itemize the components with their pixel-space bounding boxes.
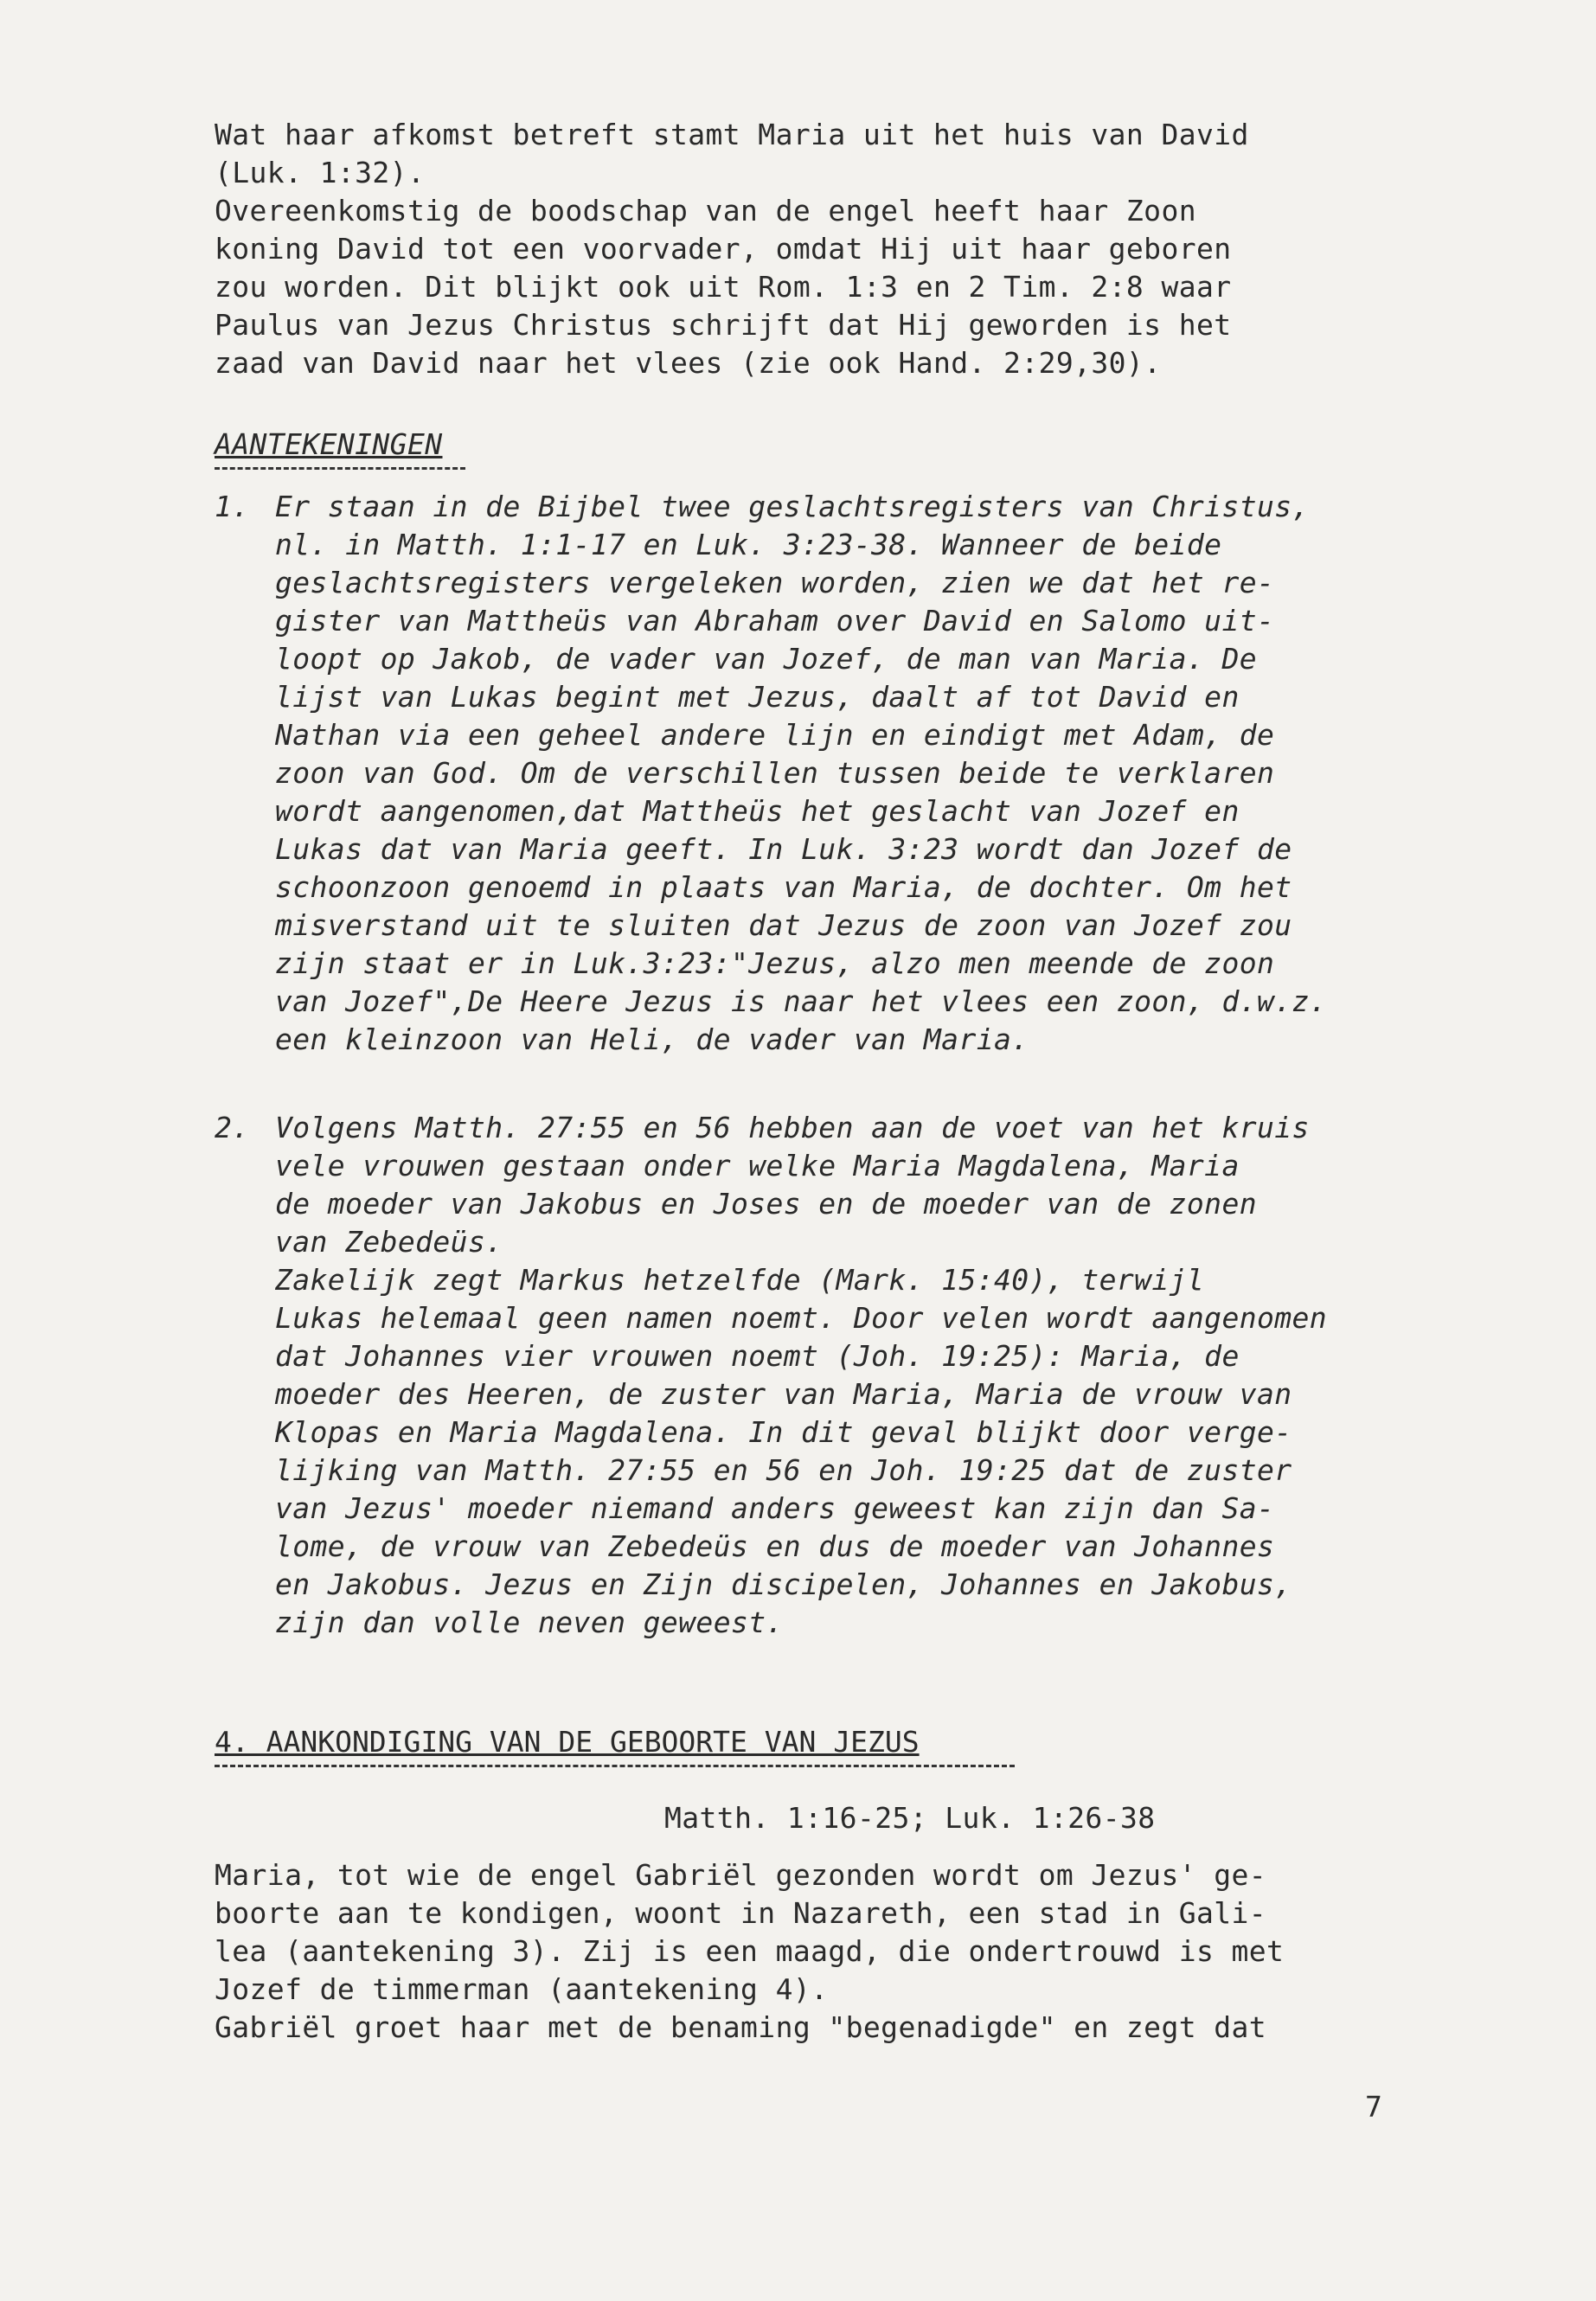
note-line: Zakelijk zegt Markus hetzelfde (Mark. 15:40), terwijl [275, 1263, 1205, 1297]
scripture-reference: Matth. 1:16-25; Luk. 1:26-38 [664, 1801, 1156, 1835]
section-heading-underline [215, 1765, 1015, 1767]
note-line: misverstand uit te sluiten dat Jezus de zoon van Jozef zou [275, 908, 1292, 942]
intro-line: koning David tot een voorvader, omdat Hij uit haar geboren [215, 232, 1232, 266]
body-line: Maria, tot wie de engel Gabriël gezonden wordt om Jezus' ge- [215, 1858, 1267, 1892]
note-line: loopt op Jakob, de vader van Jozef, de man van Maria. De [275, 642, 1257, 676]
note-number: 2. [215, 1111, 250, 1144]
note-line: van Jozef",De Heere Jezus is naar het vlees een zoon, d.w.z. [275, 984, 1328, 1018]
note-line: van Zebedeüs. [275, 1225, 503, 1259]
note-line: vele vrouwen gestaan onder welke Maria Magdalena, Maria [275, 1149, 1240, 1183]
intro-line: Overeenkomstig de boodschap van de engel heeft haar Zoon [215, 194, 1196, 228]
intro-line: (Luk. 1:32). [215, 156, 426, 189]
note-line: lijst van Lukas begint met Jezus, daalt af tot David en [275, 680, 1240, 714]
body-line: Jozef de timmerman (aantekening 4). [215, 1972, 829, 2006]
notes-heading: AANTEKENINGEN [215, 427, 443, 461]
note-number: 1. [215, 490, 250, 523]
note-line: Lukas dat van Maria geeft. In Luk. 3:23 wordt dan Jozef de [275, 832, 1292, 866]
note-line: wordt aangenomen,dat Mattheüs het geslacht van Jozef en [275, 794, 1240, 828]
note-line: Er staan in de Bijbel twee geslachtsregisters van Christus, [275, 490, 1310, 523]
note-line: van Jezus' moeder niemand anders geweest kan zijn dan Sa- [275, 1491, 1275, 1525]
note-line: schoonzoon genoemd in plaats van Maria, de dochter. Om het [275, 870, 1292, 904]
intro-line: zou worden. Dit blijkt ook uit Rom. 1:3 en 2 Tim. 2:8 waar [215, 270, 1232, 304]
note-line: zijn staat er in Luk.3:23:"Jezus, alzo men meende de zoon [275, 946, 1275, 980]
notes-heading-underline [215, 467, 465, 470]
intro-line: Wat haar afkomst betreft stamt Maria uit het huis van David [215, 118, 1249, 151]
section-heading: 4. AANKONDIGING VAN DE GEBOORTE VAN JEZUS [215, 1725, 920, 1759]
note-line: geslachtsregisters vergeleken worden, zien we dat het re- [275, 566, 1275, 599]
note-line: lome, de vrouw van Zebedeüs en dus de moeder van Johannes [275, 1529, 1275, 1563]
note-line: dat Johannes vier vrouwen noemt (Joh. 19:25): Maria, de [275, 1339, 1240, 1373]
page-number: 7 [1365, 2090, 1382, 2124]
note-line: de moeder van Jakobus en Joses en de moeder van de zonen [275, 1187, 1257, 1221]
note-line: zoon van God. Om de verschillen tussen beide te verklaren [275, 756, 1275, 790]
note-line: en Jakobus. Jezus en Zijn discipelen, Johannes en Jakobus, [275, 1567, 1292, 1601]
note-line: Nathan via een geheel andere lijn en eindigt met Adam, de [275, 718, 1275, 752]
note-line: nl. in Matth. 1:1-17 en Luk. 3:23-38. Wanneer de beide [275, 528, 1222, 561]
note-line: Volgens Matth. 27:55 en 56 hebben aan de voet van het kruis [275, 1111, 1310, 1144]
note-line: gister van Mattheüs van Abraham over David en Salomo uit- [275, 604, 1275, 638]
note-line: lijking van Matth. 27:55 en 56 en Joh. 19:25 dat de zuster [275, 1453, 1292, 1487]
note-line: Lukas helemaal geen namen noemt. Door velen wordt aangenomen [275, 1301, 1328, 1335]
body-line: Gabriël groet haar met de benaming "begenadigde" en zegt dat [215, 2010, 1267, 2044]
body-line: lea (aantekening 3). Zij is een maagd, die ondertrouwd is met [215, 1934, 1285, 1968]
note-line: moeder des Heeren, de zuster van Maria, Maria de vrouw van [275, 1377, 1292, 1411]
note-line: Klopas en Maria Magdalena. In dit geval blijkt door verge- [275, 1415, 1292, 1449]
note-line: een kleinzoon van Heli, de vader van Maria. [275, 1022, 1029, 1056]
body-line: boorte aan te kondigen, woont in Nazareth, een stad in Gali- [215, 1896, 1267, 1930]
intro-line: Paulus van Jezus Christus schrijft dat Hij geworden is het [215, 308, 1232, 342]
note-line: zijn dan volle neven geweest. [275, 1606, 784, 1639]
intro-line: zaad van David naar het vlees (zie ook Hand. 2:29,30). [215, 346, 1162, 380]
